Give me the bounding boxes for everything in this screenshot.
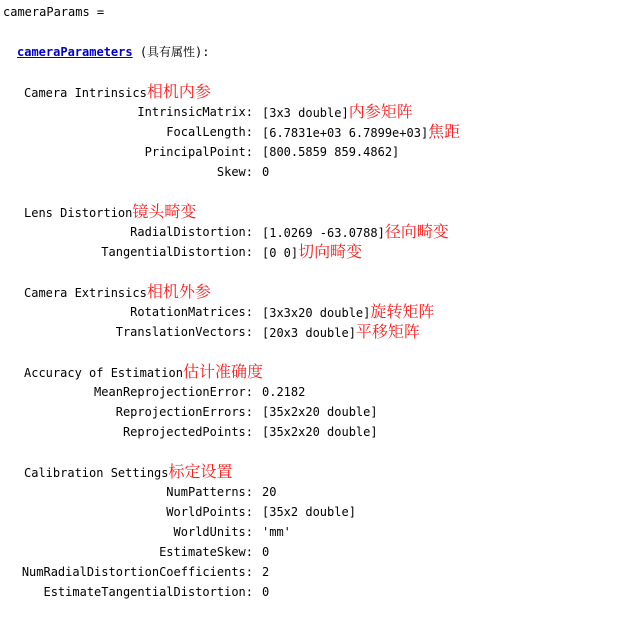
property-annotation: 内参矩阵: [348, 102, 413, 121]
property-value-group: [262, 542, 269, 562]
property-row: [0, 242, 630, 262]
property-value-group: [262, 482, 276, 502]
property-name: FocalLength:: [166, 125, 253, 139]
section-title-text: Accuracy of Estimation: [24, 366, 183, 380]
property-name: TranslationVectors:: [115, 325, 253, 339]
property-name: MeanReprojectionError:: [94, 385, 253, 399]
section-title-text: Camera Intrinsics: [24, 86, 147, 100]
section-title: [24, 202, 196, 223]
property-value-group: [262, 422, 378, 442]
section-title: [24, 82, 211, 103]
property-value-group: [262, 522, 291, 542]
property-value-group: [262, 102, 413, 123]
section-title: [24, 462, 233, 483]
section-title-text: Lens Distortion: [24, 206, 133, 220]
property-value-group: [262, 502, 356, 522]
property-row: [0, 562, 630, 582]
property-name: NumPatterns:: [166, 485, 253, 499]
property-row: [0, 322, 630, 342]
property-value: 'mm': [262, 525, 291, 539]
class-name-link[interactable]: cameraParameters: [17, 45, 133, 59]
property-row: [0, 122, 630, 142]
property-value: [6.7831e+03 6.7899e+03]: [262, 126, 429, 140]
property-value-group: [262, 402, 378, 422]
property-name: RadialDistortion:: [130, 225, 253, 239]
property-value: [3x3 double]: [262, 106, 349, 120]
property-name: ReprojectedPoints:: [122, 425, 253, 439]
property-value-group: [262, 382, 305, 402]
property-name: IntrinsicMatrix:: [137, 105, 253, 119]
property-row: [0, 402, 630, 422]
property-row: [0, 142, 630, 162]
property-value: [800.5859 859.4862]: [262, 145, 400, 159]
class-line: [17, 42, 210, 62]
property-value-group: [262, 142, 399, 162]
property-row: [0, 382, 630, 402]
section-annotation: 相机内参: [146, 82, 211, 101]
property-value-group: [262, 582, 269, 602]
property-name: RotationMatrices:: [130, 305, 253, 319]
property-row: [0, 582, 630, 602]
property-name: ReprojectionErrors:: [115, 405, 253, 419]
property-name: WorldPoints:: [166, 505, 253, 519]
class-suffix: (具有属性):: [132, 45, 210, 59]
property-value: 2: [262, 565, 270, 579]
property-annotation: 焦距: [428, 122, 461, 141]
property-name: EstimateTangentialDistortion:: [43, 585, 253, 599]
property-value: 0.2182: [262, 385, 306, 399]
property-annotation: 平移矩阵: [355, 322, 420, 341]
property-value: [1.0269 -63.0788]: [262, 226, 385, 240]
property-row: [0, 522, 630, 542]
section-annotation: 估计准确度: [182, 362, 263, 381]
property-name: NumRadialDistortionCoefficients:: [21, 565, 253, 579]
property-value: 0: [262, 585, 270, 599]
property-value: [3x3x20 double]: [262, 306, 371, 320]
property-value-group: [262, 302, 434, 323]
property-value: 0: [262, 545, 270, 559]
property-row: [0, 222, 630, 242]
property-value: 20: [262, 485, 277, 499]
property-annotation: 径向畸变: [384, 222, 449, 241]
section-title: [24, 362, 263, 383]
property-value: 0: [262, 165, 270, 179]
variable-header: cameraParams =: [3, 5, 105, 19]
property-row: [0, 482, 630, 502]
property-annotation: 切向畸变: [298, 242, 363, 261]
property-value-group: [262, 562, 269, 582]
property-value: [35x2x20 double]: [262, 425, 378, 439]
property-value-group: [262, 322, 420, 343]
property-name: EstimateSkew:: [159, 545, 253, 559]
property-value-group: [262, 162, 269, 182]
property-row: [0, 422, 630, 442]
property-row: [0, 502, 630, 522]
property-row: [0, 162, 630, 182]
property-value-group: [262, 242, 362, 263]
property-row: [0, 542, 630, 562]
property-value: [35x2x20 double]: [262, 405, 378, 419]
section-annotation: 镜头畸变: [132, 202, 197, 221]
section-annotation: 相机外参: [146, 282, 211, 301]
section-title-text: Camera Extrinsics: [24, 286, 147, 300]
section-annotation: 标定设置: [168, 462, 233, 481]
property-row: [0, 102, 630, 122]
property-annotation: 旋转矩阵: [370, 302, 435, 321]
property-value-group: [262, 122, 460, 143]
property-value: [35x2 double]: [262, 505, 356, 519]
property-name: WorldUnits:: [173, 525, 253, 539]
property-name: PrincipalPoint:: [144, 145, 253, 159]
property-row: [0, 302, 630, 322]
property-value: [20x3 double]: [262, 326, 356, 340]
section-title: [24, 282, 211, 303]
property-name: Skew:: [216, 165, 253, 179]
property-name: TangentialDistortion:: [101, 245, 253, 259]
property-value-group: [262, 222, 449, 243]
property-value: [0 0]: [262, 246, 299, 260]
section-title-text: Calibration Settings: [24, 466, 169, 480]
